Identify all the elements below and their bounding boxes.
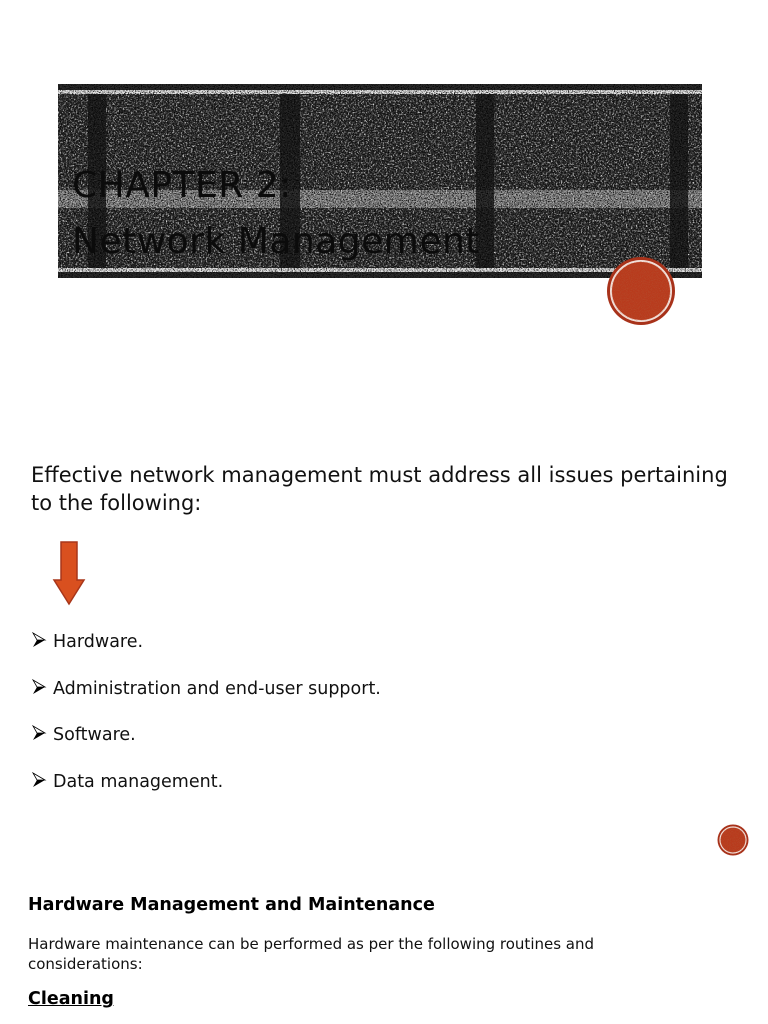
slide-title — [72, 158, 692, 270]
arrow-down-icon — [52, 540, 86, 606]
arrowhead-bullet-icon — [31, 772, 47, 788]
title-line-2: Network Management — [72, 221, 480, 262]
list-item-text: Hardware. — [53, 632, 144, 652]
arrowhead-bullet-icon — [31, 632, 47, 648]
intro-paragraph: Effective network management must address all issues pertaining to the following: — [31, 463, 728, 515]
arrowhead-bullet-icon — [31, 725, 47, 741]
subheading-cleaning: Cleaning — [28, 989, 114, 1009]
arrowhead-bullet-icon — [31, 679, 47, 695]
list-item-text: Software. — [53, 725, 136, 745]
list-item-text: Data management. — [53, 771, 224, 792]
title-banner — [58, 84, 702, 278]
section-heading: Hardware Management and Maintenance — [28, 895, 435, 915]
section-body: Hardware maintenance can be performed as per the following routines and considerations: — [28, 935, 595, 973]
title-line-1: CHAPTER 2: — [72, 165, 292, 206]
list-item-text: Administration and end-user support. — [53, 678, 381, 699]
ornament-circle-icon — [606, 256, 676, 326]
ornament-circle-icon — [717, 824, 749, 856]
